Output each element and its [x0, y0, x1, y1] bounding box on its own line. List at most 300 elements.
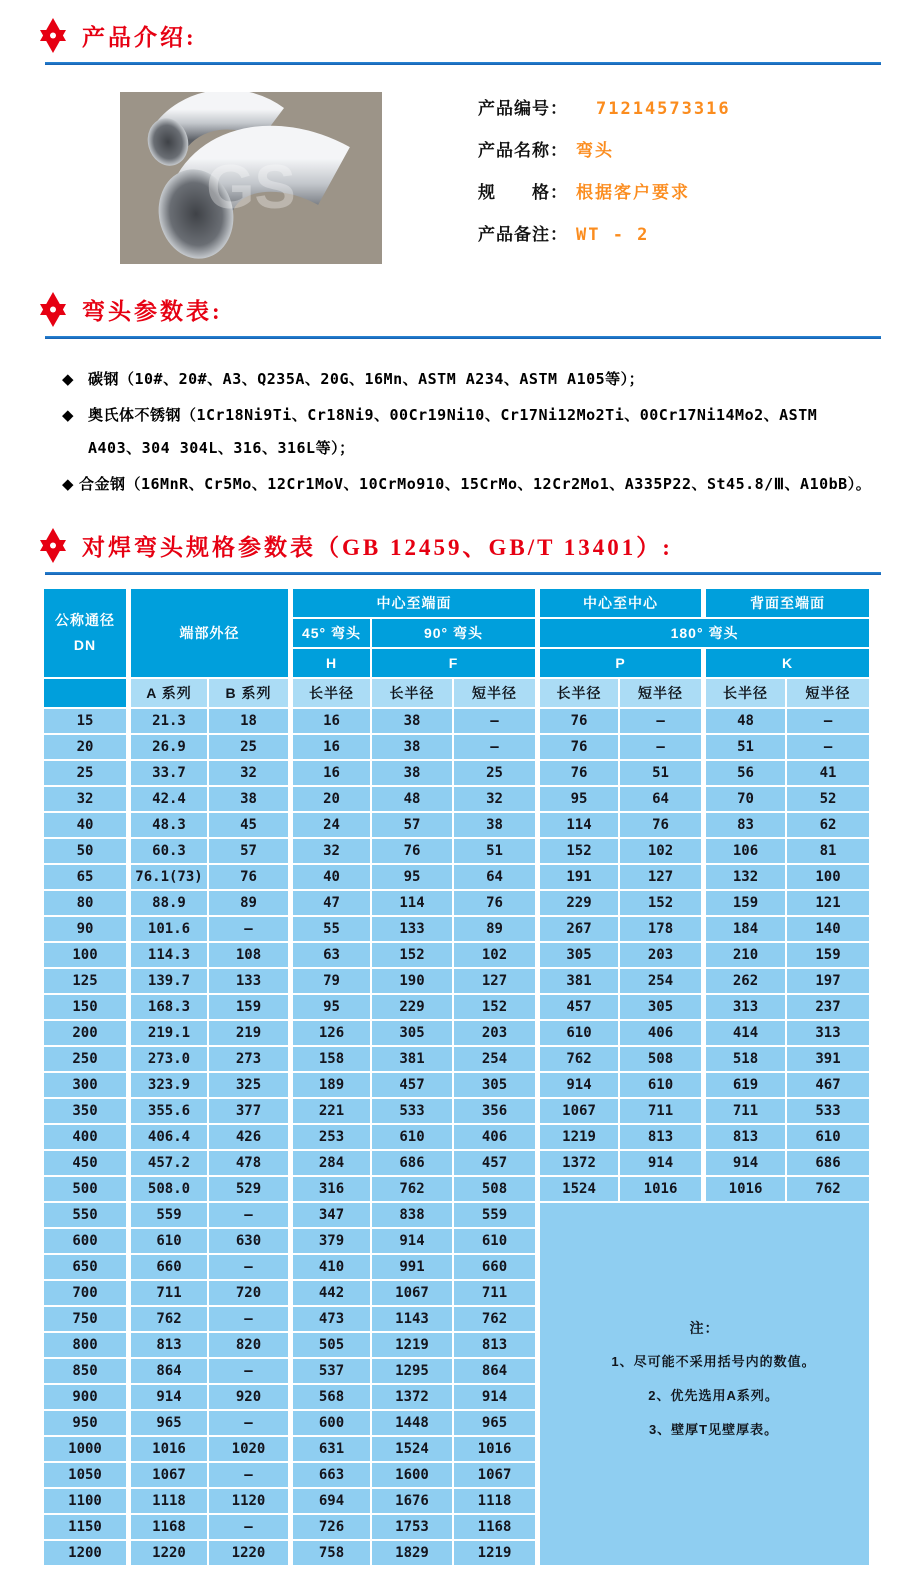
- col-header-elbow180: 180° 弯头: [537, 619, 869, 647]
- value-cell: 914: [537, 1073, 618, 1097]
- value-cell: 16: [290, 709, 370, 733]
- value-cell: 1143: [372, 1307, 452, 1331]
- value-cell: 64: [454, 865, 535, 889]
- section-divider: [45, 336, 881, 339]
- value-cell: 1524: [372, 1437, 452, 1461]
- value-cell: 533: [787, 1099, 869, 1123]
- value-cell: 355.6: [128, 1099, 207, 1123]
- star-icon: [36, 16, 70, 54]
- value-cell: 426: [209, 1125, 288, 1149]
- value-cell: 663: [290, 1463, 370, 1487]
- value-cell: 1016: [703, 1177, 785, 1201]
- spec-table: [42, 587, 871, 1567]
- value-cell: 457: [454, 1151, 535, 1175]
- value-cell: 76.1(73): [128, 865, 207, 889]
- value-cell: 414: [703, 1021, 785, 1045]
- spec-section-header: [36, 504, 909, 564]
- diamond-bullet-icon: ◆: [62, 476, 74, 493]
- value-cell: —: [209, 1203, 288, 1227]
- value-cell: 1600: [372, 1463, 452, 1487]
- value-cell: 838: [372, 1203, 452, 1227]
- value-cell: 914: [128, 1385, 207, 1409]
- value-cell: 32: [290, 839, 370, 863]
- field-value: WT - 2: [576, 225, 650, 245]
- value-cell: 406: [454, 1125, 535, 1149]
- value-cell: 51: [454, 839, 535, 863]
- dn-cell: 200: [44, 1021, 126, 1045]
- table-row: [44, 1125, 869, 1149]
- spec-table-body: [44, 709, 869, 1565]
- col-header-h: H: [290, 649, 370, 677]
- value-cell: 26.9: [128, 735, 207, 759]
- col-header-k: K: [703, 649, 869, 677]
- col-header-center-to-end: 中心至端面: [290, 589, 535, 617]
- value-cell: 57: [209, 839, 288, 863]
- value-cell: 313: [787, 1021, 869, 1045]
- value-cell: 914: [620, 1151, 701, 1175]
- value-cell: 381: [537, 969, 618, 993]
- value-cell: —: [209, 1307, 288, 1331]
- material-text: 碳钢（10#、20#、A3、Q235A、20G、16Mn、ASTM A234、ASTM A105等）；: [88, 370, 645, 388]
- field-label: 产品名称：: [478, 141, 568, 160]
- value-cell: —: [209, 1515, 288, 1539]
- value-cell: 57: [372, 813, 452, 837]
- value-cell: 38: [372, 761, 452, 785]
- value-cell: 1118: [454, 1489, 535, 1513]
- value-cell: —: [620, 709, 701, 733]
- dn-cell: 750: [44, 1307, 126, 1331]
- value-cell: 191: [537, 865, 618, 889]
- value-cell: 159: [787, 943, 869, 967]
- value-cell: 442: [290, 1281, 370, 1305]
- field-label: 规 格：: [478, 183, 568, 202]
- dn-cell: 1000: [44, 1437, 126, 1461]
- star-icon: [36, 526, 70, 564]
- value-cell: 21.3: [128, 709, 207, 733]
- value-cell: 478: [209, 1151, 288, 1175]
- value-cell: 25: [454, 761, 535, 785]
- note-item: 2、优先选用A系列。: [648, 1388, 779, 1403]
- table-row: [44, 1021, 869, 1045]
- value-cell: 89: [454, 917, 535, 941]
- value-cell: 813: [620, 1125, 701, 1149]
- table-row: [44, 1047, 869, 1071]
- value-cell: 101.6: [128, 917, 207, 941]
- value-cell: 914: [372, 1229, 452, 1253]
- dn-cell: 150: [44, 995, 126, 1019]
- value-cell: 631: [290, 1437, 370, 1461]
- value-cell: 508: [620, 1047, 701, 1071]
- value-cell: 76: [454, 891, 535, 915]
- value-cell: 42.4: [128, 787, 207, 811]
- value-cell: 159: [703, 891, 785, 915]
- value-cell: 184: [703, 917, 785, 941]
- value-cell: 600: [290, 1411, 370, 1435]
- value-cell: 914: [703, 1151, 785, 1175]
- value-cell: 100: [787, 865, 869, 889]
- col-header-short-radius: 短半径: [454, 679, 535, 707]
- value-cell: 114: [537, 813, 618, 837]
- value-cell: 1020: [209, 1437, 288, 1461]
- subheader-spacer-cell: [44, 679, 126, 707]
- value-cell: 38: [372, 709, 452, 733]
- value-cell: 55: [290, 917, 370, 941]
- table-row: [44, 709, 869, 733]
- col-header-end-od: 端部外径: [128, 589, 288, 677]
- table-row: [44, 891, 869, 915]
- value-cell: 762: [454, 1307, 535, 1331]
- product-photo: [120, 92, 382, 264]
- value-cell: 711: [703, 1099, 785, 1123]
- value-cell: 686: [787, 1151, 869, 1175]
- value-cell: 33.7: [128, 761, 207, 785]
- table-row: [44, 735, 869, 759]
- value-cell: 56: [703, 761, 785, 785]
- value-cell: 711: [620, 1099, 701, 1123]
- value-cell: 406: [620, 1021, 701, 1045]
- dn-cell: 450: [44, 1151, 126, 1175]
- value-cell: 864: [454, 1359, 535, 1383]
- photo-watermark: GS: [206, 153, 296, 222]
- value-cell: 106: [703, 839, 785, 863]
- dn-cell: 950: [44, 1411, 126, 1435]
- note-item: 3、壁厚T见壁厚表。: [648, 1422, 779, 1437]
- value-cell: 914: [454, 1385, 535, 1409]
- value-cell: 1168: [128, 1515, 207, 1539]
- value-cell: 1120: [209, 1489, 288, 1513]
- value-cell: 102: [454, 943, 535, 967]
- value-cell: —: [209, 917, 288, 941]
- value-cell: 762: [787, 1177, 869, 1201]
- value-cell: 51: [703, 735, 785, 759]
- value-cell: 537: [290, 1359, 370, 1383]
- value-cell: 127: [620, 865, 701, 889]
- value-cell: 76: [537, 735, 618, 759]
- value-cell: 60.3: [128, 839, 207, 863]
- value-cell: 381: [372, 1047, 452, 1071]
- value-cell: 1372: [372, 1385, 452, 1409]
- value-cell: 18: [209, 709, 288, 733]
- value-cell: 62: [787, 813, 869, 837]
- value-cell: 965: [454, 1411, 535, 1435]
- value-cell: 114.3: [128, 943, 207, 967]
- table-row: [44, 865, 869, 889]
- value-cell: 38: [372, 735, 452, 759]
- intro-title: 产品介绍:: [82, 24, 197, 50]
- value-cell: 133: [209, 969, 288, 993]
- table-row: [44, 917, 869, 941]
- value-cell: 711: [454, 1281, 535, 1305]
- value-cell: 406.4: [128, 1125, 207, 1149]
- dn-cell: 350: [44, 1099, 126, 1123]
- table-row: [44, 995, 869, 1019]
- materials-title: 弯头参数表:: [82, 298, 223, 324]
- value-cell: 133: [372, 917, 452, 941]
- value-cell: 262: [703, 969, 785, 993]
- dn-cell: 20: [44, 735, 126, 759]
- value-cell: —: [209, 1463, 288, 1487]
- value-cell: 1220: [209, 1541, 288, 1565]
- intro-section-header: [36, 0, 909, 54]
- col-header-long-radius: 长半径: [372, 679, 452, 707]
- value-cell: 457: [537, 995, 618, 1019]
- value-cell: 630: [209, 1229, 288, 1253]
- value-cell: 505: [290, 1333, 370, 1357]
- value-cell: 1372: [537, 1151, 618, 1175]
- section-divider: [45, 572, 881, 575]
- table-row: [44, 1203, 869, 1227]
- value-cell: 379: [290, 1229, 370, 1253]
- value-cell: 316: [290, 1177, 370, 1201]
- value-cell: 284: [290, 1151, 370, 1175]
- col-header-series-a: A 系列: [128, 679, 207, 707]
- dn-cell: 25: [44, 761, 126, 785]
- table-row: [44, 969, 869, 993]
- value-cell: 25: [209, 735, 288, 759]
- value-cell: 965: [128, 1411, 207, 1435]
- product-field-remark: [478, 220, 731, 262]
- value-cell: 253: [290, 1125, 370, 1149]
- value-cell: 219.1: [128, 1021, 207, 1045]
- material-item-alloy-steel: [62, 468, 879, 501]
- value-cell: 323.9: [128, 1073, 207, 1097]
- col-header-f: F: [372, 649, 535, 677]
- value-cell: 391: [787, 1047, 869, 1071]
- value-cell: 529: [209, 1177, 288, 1201]
- intro-body: [120, 92, 909, 264]
- field-label: 产品编号：: [478, 99, 568, 118]
- value-cell: 1448: [372, 1411, 452, 1435]
- col-header-dn: 公称通径 DN: [44, 589, 126, 677]
- value-cell: 305: [454, 1073, 535, 1097]
- value-cell: 813: [128, 1333, 207, 1357]
- value-cell: 254: [454, 1047, 535, 1071]
- value-cell: 991: [372, 1255, 452, 1279]
- value-cell: 121: [787, 891, 869, 915]
- value-cell: 76: [372, 839, 452, 863]
- section-divider: [45, 62, 881, 65]
- value-cell: 203: [454, 1021, 535, 1045]
- dn-cell: 600: [44, 1229, 126, 1253]
- value-cell: 377: [209, 1099, 288, 1123]
- value-cell: 568: [290, 1385, 370, 1409]
- dn-cell: 1150: [44, 1515, 126, 1539]
- value-cell: 237: [787, 995, 869, 1019]
- value-cell: 152: [454, 995, 535, 1019]
- value-cell: 47: [290, 891, 370, 915]
- value-cell: 762: [128, 1307, 207, 1331]
- value-cell: —: [209, 1359, 288, 1383]
- value-cell: 79: [290, 969, 370, 993]
- value-cell: 114: [372, 891, 452, 915]
- value-cell: 1067: [454, 1463, 535, 1487]
- value-cell: 32: [209, 761, 288, 785]
- value-cell: 254: [620, 969, 701, 993]
- value-cell: 95: [290, 995, 370, 1019]
- value-cell: 457: [372, 1073, 452, 1097]
- dn-cell: 80: [44, 891, 126, 915]
- table-row: [44, 1151, 869, 1175]
- col-header-center-to-center: 中心至中心: [537, 589, 701, 617]
- notes-cell: [537, 1203, 869, 1565]
- value-cell: 762: [372, 1177, 452, 1201]
- value-cell: 76: [537, 761, 618, 785]
- star-icon: [36, 290, 70, 328]
- value-cell: 1168: [454, 1515, 535, 1539]
- value-cell: 38: [209, 787, 288, 811]
- value-cell: 313: [703, 995, 785, 1019]
- value-cell: 305: [372, 1021, 452, 1045]
- value-cell: 1219: [372, 1333, 452, 1357]
- table-row: [44, 943, 869, 967]
- value-cell: 32: [454, 787, 535, 811]
- value-cell: 83: [703, 813, 785, 837]
- dn-cell: 900: [44, 1385, 126, 1409]
- value-cell: 686: [372, 1151, 452, 1175]
- value-cell: 16: [290, 735, 370, 759]
- table-row: [44, 1177, 869, 1201]
- value-cell: 1067: [372, 1281, 452, 1305]
- value-cell: 229: [372, 995, 452, 1019]
- header-row-series: [44, 679, 869, 707]
- value-cell: 813: [703, 1125, 785, 1149]
- value-cell: 273: [209, 1047, 288, 1071]
- note-item: 1、尽可能不采用括号内的数值。: [611, 1354, 816, 1369]
- value-cell: 610: [372, 1125, 452, 1149]
- value-cell: 267: [537, 917, 618, 941]
- dn-cell: 400: [44, 1125, 126, 1149]
- value-cell: 81: [787, 839, 869, 863]
- value-cell: 1118: [128, 1489, 207, 1513]
- dn-cell: 90: [44, 917, 126, 941]
- value-cell: 820: [209, 1333, 288, 1357]
- value-cell: 762: [537, 1047, 618, 1071]
- value-cell: 1219: [454, 1541, 535, 1565]
- header-row-groups: [44, 589, 869, 617]
- dn-cell: 800: [44, 1333, 126, 1357]
- value-cell: 139.7: [128, 969, 207, 993]
- value-cell: 63: [290, 943, 370, 967]
- value-cell: 1524: [537, 1177, 618, 1201]
- value-cell: 76: [537, 709, 618, 733]
- value-cell: 610: [537, 1021, 618, 1045]
- value-cell: 920: [209, 1385, 288, 1409]
- value-cell: 41: [787, 761, 869, 785]
- value-cell: 126: [290, 1021, 370, 1045]
- value-cell: 152: [537, 839, 618, 863]
- material-item-stainless-steel: [62, 399, 879, 465]
- value-cell: 178: [620, 917, 701, 941]
- col-header-p: P: [537, 649, 701, 677]
- value-cell: 508.0: [128, 1177, 207, 1201]
- value-cell: —: [787, 735, 869, 759]
- value-cell: 1067: [537, 1099, 618, 1123]
- value-cell: 48: [372, 787, 452, 811]
- table-row: [44, 787, 869, 811]
- value-cell: 325: [209, 1073, 288, 1097]
- material-item-carbon-steel: [62, 363, 879, 396]
- dn-cell: 50: [44, 839, 126, 863]
- value-cell: 305: [620, 995, 701, 1019]
- value-cell: 1016: [454, 1437, 535, 1461]
- value-cell: 610: [787, 1125, 869, 1149]
- table-row: [44, 761, 869, 785]
- product-field-spec: [478, 178, 731, 220]
- dn-cell: 15: [44, 709, 126, 733]
- value-cell: 51: [620, 761, 701, 785]
- dn-cell: 500: [44, 1177, 126, 1201]
- value-cell: 1016: [128, 1437, 207, 1461]
- value-cell: 1829: [372, 1541, 452, 1565]
- value-cell: —: [620, 735, 701, 759]
- value-cell: 40: [290, 865, 370, 889]
- value-cell: —: [209, 1255, 288, 1279]
- dn-cell: 300: [44, 1073, 126, 1097]
- value-cell: 356: [454, 1099, 535, 1123]
- value-cell: 864: [128, 1359, 207, 1383]
- value-cell: 518: [703, 1047, 785, 1071]
- value-cell: 660: [454, 1255, 535, 1279]
- field-value: 71214573316: [596, 99, 731, 119]
- value-cell: 102: [620, 839, 701, 863]
- value-cell: 305: [537, 943, 618, 967]
- dn-cell: 40: [44, 813, 126, 837]
- dn-cell: 100: [44, 943, 126, 967]
- dn-cell: 250: [44, 1047, 126, 1071]
- value-cell: —: [787, 709, 869, 733]
- value-cell: 610: [454, 1229, 535, 1253]
- product-field-code: [478, 94, 731, 136]
- dn-cell: 1050: [44, 1463, 126, 1487]
- value-cell: 221: [290, 1099, 370, 1123]
- value-cell: —: [454, 735, 535, 759]
- value-cell: 45: [209, 813, 288, 837]
- dn-cell: 850: [44, 1359, 126, 1383]
- value-cell: 660: [128, 1255, 207, 1279]
- value-cell: 210: [703, 943, 785, 967]
- value-cell: 720: [209, 1281, 288, 1305]
- value-cell: 189: [290, 1073, 370, 1097]
- value-cell: 89: [209, 891, 288, 915]
- value-cell: 559: [128, 1203, 207, 1227]
- value-cell: 533: [372, 1099, 452, 1123]
- value-cell: 610: [128, 1229, 207, 1253]
- value-cell: —: [209, 1411, 288, 1435]
- value-cell: 758: [290, 1541, 370, 1565]
- value-cell: 70: [703, 787, 785, 811]
- value-cell: 95: [537, 787, 618, 811]
- product-field-name: [478, 136, 731, 178]
- value-cell: 48: [703, 709, 785, 733]
- value-cell: 219: [209, 1021, 288, 1045]
- value-cell: 203: [620, 943, 701, 967]
- value-cell: 190: [372, 969, 452, 993]
- value-cell: 76: [209, 865, 288, 889]
- value-cell: 229: [537, 891, 618, 915]
- value-cell: 610: [620, 1073, 701, 1097]
- product-info: [478, 92, 731, 264]
- spec-table-container: [42, 587, 909, 1567]
- col-header-short-radius: 短半径: [787, 679, 869, 707]
- field-value: 根据客户要求: [576, 183, 690, 203]
- value-cell: 1016: [620, 1177, 701, 1201]
- value-cell: 16: [290, 761, 370, 785]
- dn-cell: 1100: [44, 1489, 126, 1513]
- table-row: [44, 839, 869, 863]
- value-cell: 152: [372, 943, 452, 967]
- value-cell: 1219: [537, 1125, 618, 1149]
- value-cell: 108: [209, 943, 288, 967]
